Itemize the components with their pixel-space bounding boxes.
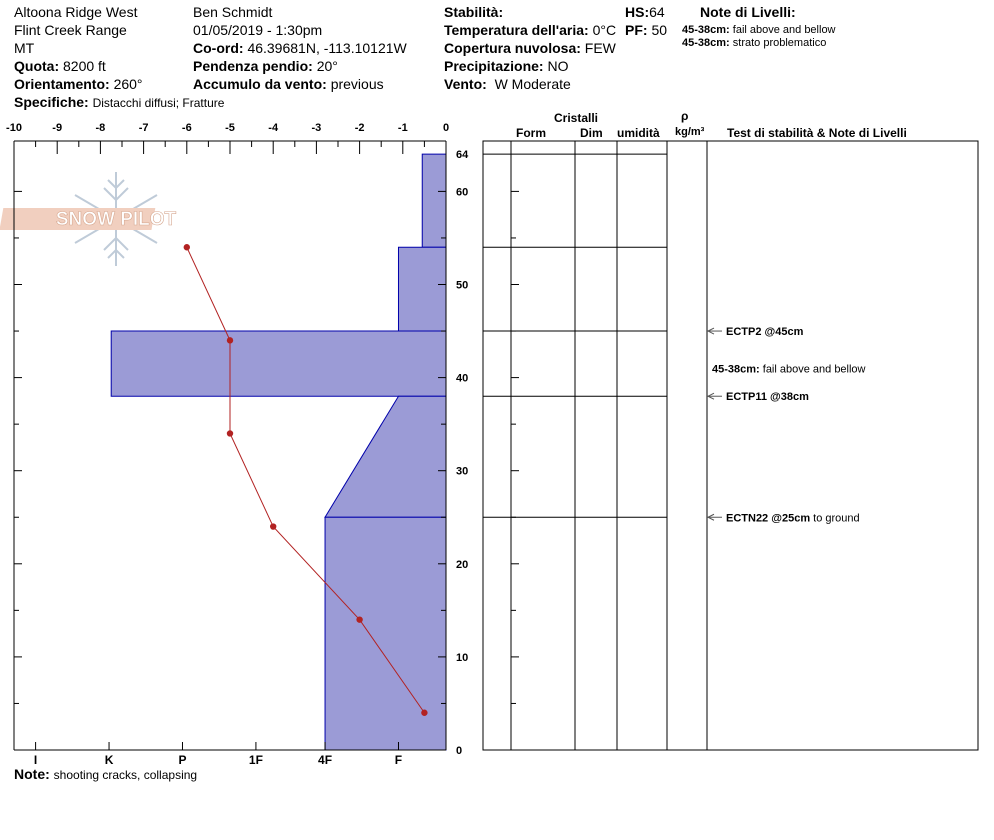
stability-test	[726, 391, 809, 403]
layer-note-range: 45-38cm:	[712, 363, 760, 376]
snowpilot-logo	[0, 172, 177, 266]
temp-tick-label: -3	[311, 122, 322, 134]
depth-tick-label: 10	[456, 651, 469, 664]
hardness-tick-label: K	[104, 753, 114, 767]
state-name: MT	[14, 40, 35, 56]
temp-tick-label: -6	[181, 122, 192, 134]
temp-tick-label: -7	[138, 122, 149, 134]
temp-tick-label: -2	[354, 122, 365, 134]
depth-tick-label: 50	[456, 279, 469, 292]
pf-value: 50	[651, 22, 668, 38]
cloud-value: FEW	[584, 40, 616, 56]
density-symbol: ρ	[681, 109, 689, 123]
logo-text: SNOW PILOT	[55, 209, 177, 230]
temp-tick-label: -4	[268, 122, 279, 134]
stability-label: Stabilità:	[444, 4, 504, 20]
temperature-point	[356, 616, 362, 622]
stability-test-label: ECTN22 @25cm	[726, 512, 811, 525]
temp-tick-label: -10	[6, 122, 22, 134]
depth-tick-label: 64	[456, 149, 469, 162]
hardness-layer-3	[111, 331, 446, 396]
hardness-layer-5	[325, 517, 446, 750]
air-temp-value: 0°C	[592, 22, 617, 38]
wind-value: W Moderate	[494, 76, 571, 92]
range-name: Flint Creek Range	[14, 22, 127, 38]
hardness-tick-label: F	[394, 753, 403, 767]
temp-tick-label: -9	[52, 122, 63, 134]
wind-label: Vento:	[444, 76, 487, 92]
slope-value: 20°	[316, 58, 338, 74]
stability-test-extra: to ground	[810, 512, 860, 525]
precip-label: Precipitazione:	[444, 58, 544, 74]
hardness-layer-1	[422, 154, 446, 247]
layer-note-text: fail above and bellow	[759, 363, 866, 376]
hardness-layer-2	[398, 247, 446, 331]
stability-test-label: ECTP2 @45cm	[726, 326, 804, 339]
layer-note-2-text: strato problematico	[732, 37, 827, 49]
elevation-label: Quota:	[14, 58, 60, 74]
temperature-point	[421, 710, 427, 716]
layer-notes-title: Note di Livelli:	[700, 4, 796, 20]
density-unit: kg/m³	[675, 126, 705, 138]
elevation-value: 8200 ft	[63, 58, 106, 74]
depth-tick-label: 20	[456, 558, 469, 571]
note-label: Note:	[14, 766, 50, 782]
temp-tick-label: -8	[95, 122, 106, 134]
stability-test-label: ECTP11 @38cm	[726, 391, 809, 404]
stability-test	[726, 512, 860, 524]
depth-tick-label: 60	[456, 186, 469, 199]
layer-note-1-text: fail above and bellow	[732, 24, 836, 36]
pf-label: PF:	[625, 22, 648, 38]
temperature-point	[184, 244, 190, 250]
temperature-point	[270, 523, 276, 529]
air-temp-label: Temperatura dell'aria:	[444, 22, 589, 38]
stability-test	[726, 326, 804, 338]
table-frame	[483, 141, 978, 750]
location-name: Altoona Ridge West	[14, 4, 138, 20]
hardness-tick-label: P	[178, 753, 187, 767]
depth-tick-label: 0	[456, 745, 463, 757]
temp-tick-label: -1	[397, 122, 408, 134]
crystals-header: Cristalli	[554, 111, 599, 125]
wind-load-label: Accumulo da vento:	[193, 76, 327, 92]
hs-value: 64	[649, 4, 665, 20]
hardness-tick-label: 1F	[248, 753, 263, 767]
precip-value: NO	[547, 58, 569, 74]
tests-header: Test di stabilità & Note di Livelli	[727, 126, 907, 140]
coord-value: 46.39681N, -113.10121W	[247, 40, 407, 56]
specifics-value: Distacchi diffusi; Fratture	[92, 96, 225, 110]
temperature-point	[227, 337, 233, 343]
slope-label: Pendenza pendio:	[193, 58, 313, 74]
observation-datetime: 01/05/2019 - 1:30pm	[193, 22, 323, 38]
hardness-layer-4	[325, 396, 446, 517]
hs-label: HS:	[625, 4, 650, 20]
cloud-label: Copertura nuvolosa:	[444, 40, 581, 56]
layer-note-in-table	[712, 363, 866, 375]
aspect-value: 260°	[113, 76, 143, 92]
depth-tick-label: 40	[456, 372, 469, 385]
size-header: Dim	[580, 126, 603, 140]
hardness-tick-label: I	[33, 753, 38, 767]
wind-load-value: previous	[330, 76, 384, 92]
moisture-header: umidità	[617, 126, 660, 140]
observer-name: Ben Schmidt	[193, 4, 273, 20]
note-value: shooting cracks, collapsing	[53, 768, 198, 782]
coord-label: Co-ord:	[193, 40, 244, 56]
layer-note-1-range: 45-38cm:	[682, 24, 730, 36]
aspect-label: Orientamento:	[14, 76, 110, 92]
temp-tick-label: -5	[225, 122, 235, 134]
depth-tick-label: 30	[456, 465, 469, 478]
specifics-label: Specifiche:	[14, 94, 89, 110]
temperature-point	[227, 430, 233, 436]
form-header: Form	[516, 126, 546, 140]
temp-tick-label: 0	[442, 122, 450, 134]
layer-note-2-range: 45-38cm:	[682, 37, 730, 49]
hardness-tick-label: 4F	[318, 753, 333, 767]
